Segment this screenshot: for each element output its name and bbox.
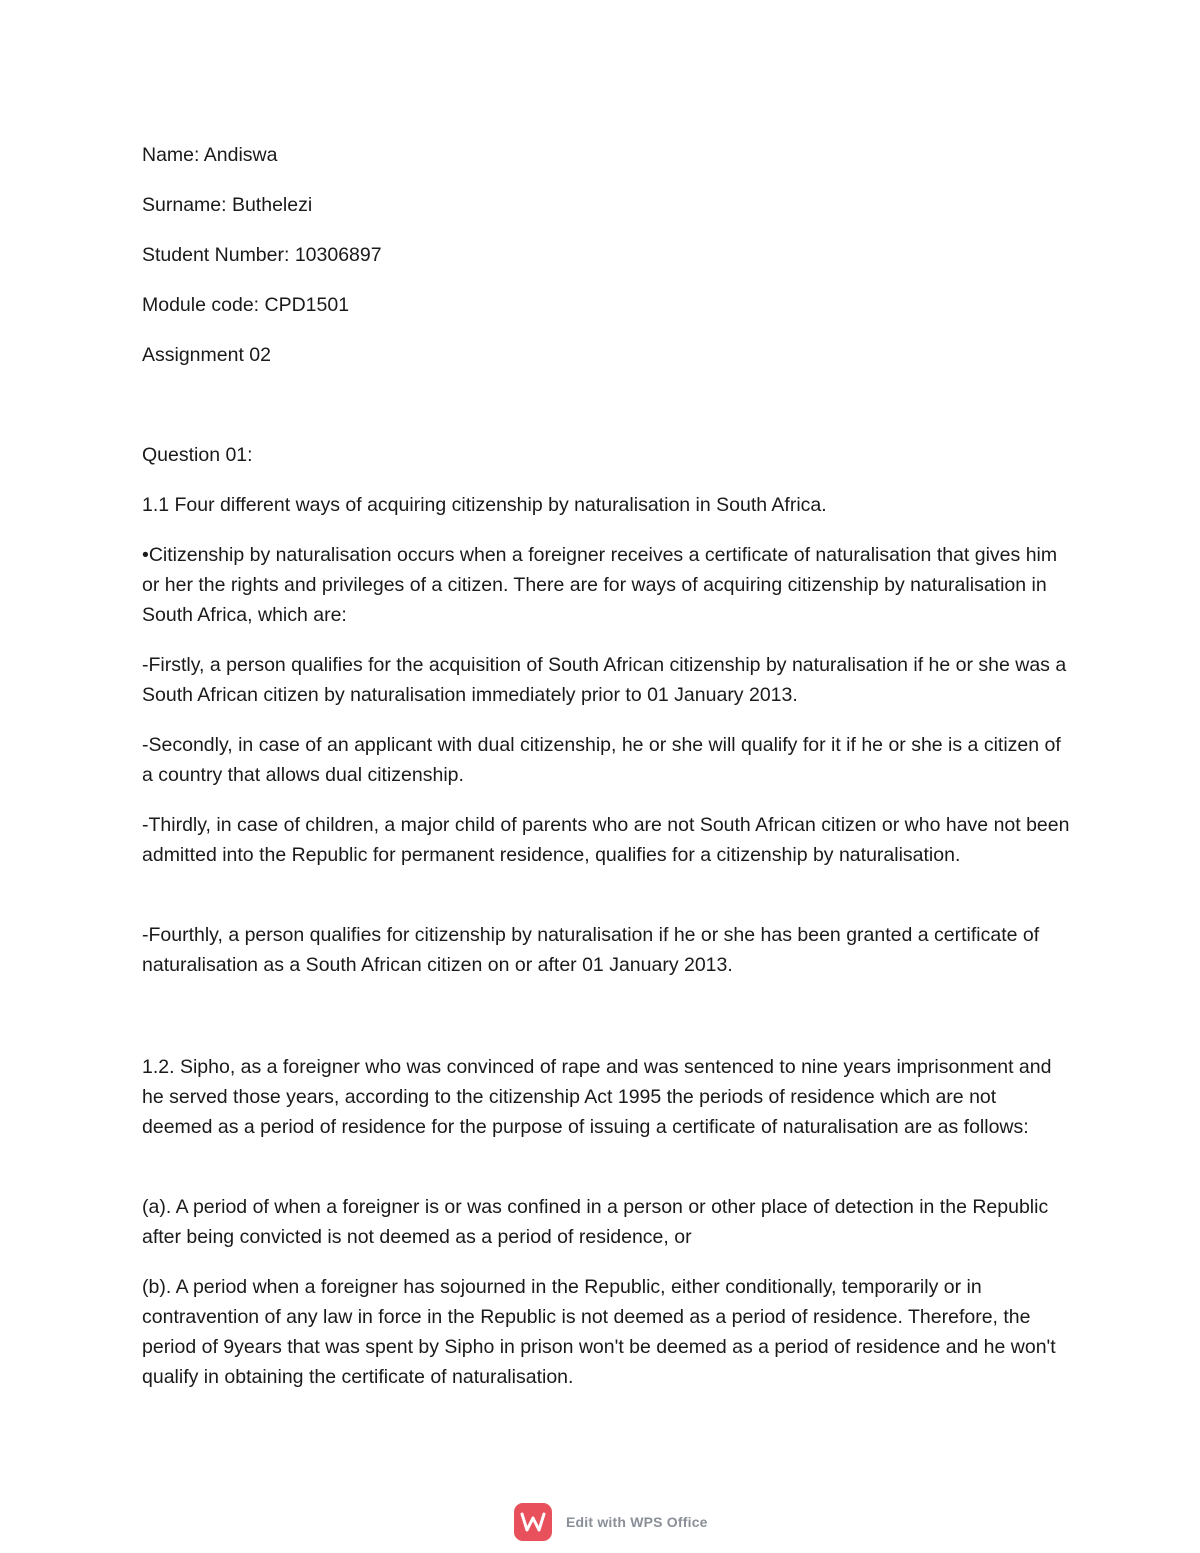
question-1-1-intro: •Citizenship by naturalisation occurs when a foreigner receives a certificate of naturalisation that gives him or her the rights and privileges of a citizen. There are for ways of acquiring citizenship by naturalisation in South Africa, which are: <box>142 544 1058 626</box>
way-fourth: -Fourthly, a person qualifies for citizenship by naturalisation if he or she has been granted a certificate of naturalisation as a South African citizen on or after 01 January 2013. <box>142 924 1040 976</box>
student-name: Name: Andiswa <box>142 144 278 166</box>
way-second: -Secondly, in case of an applicant with dual citizenship, he or she will qualify for it if he or she is a citizen of a country that allows dual citizenship. <box>142 734 1061 786</box>
point-a: (a). A period of when a foreigner is or was confined in a person or other place of detection in the Republic after being convicted is not deemed as a period of residence, or <box>142 1196 1049 1248</box>
question-1-1-heading: 1.1 Four different ways of acquiring citizenship by naturalisation in South Africa. <box>142 494 827 516</box>
point-b: (b). A period when a foreigner has sojourned in the Republic, either conditionally, temporarily or in contravention of any law in force in the Republic is not deemed as a period of residence. Therefore, the period of 9years that was spent by Sipho in prison won't be deemed as a period of residence and he won't qualify in obtaining the certificate of naturalisation. <box>142 1276 1056 1388</box>
student-surname: Surname: Buthelezi <box>142 194 313 216</box>
student-number: Student Number: 10306897 <box>142 244 382 266</box>
assignment-number: Assignment 02 <box>142 344 271 366</box>
wps-footer-text: Edit with WPS Office <box>566 1514 708 1530</box>
way-first: -Firstly, a person qualifies for the acquisition of South African citizenship by naturalisation if he or she was a South African citizen by naturalisation immediately prior to 01 January 2013. <box>142 654 1067 706</box>
way-third: -Thirdly, in case of children, a major child of parents who are not South African citizen or who have not been admitted into the Republic for permanent residence, qualifies for a citizenship by naturalisation. <box>142 814 1070 866</box>
question-title: Question 01: <box>142 444 253 466</box>
question-1-2: 1.2. Sipho, as a foreigner who was convinced of rape and was sentenced to nine years imprisonment and he served those years, according to the citizenship Act 1995 the periods of residence which are not deemed as a period of residence for the purpose of issuing a certificate of naturalisation are as follows: <box>142 1056 1052 1138</box>
wps-footer[interactable] <box>514 1502 708 1542</box>
wps-w-glyph-icon <box>520 1512 546 1532</box>
wps-office-logo-icon <box>514 1503 552 1541</box>
module-code: Module code: CPD1501 <box>142 294 350 316</box>
